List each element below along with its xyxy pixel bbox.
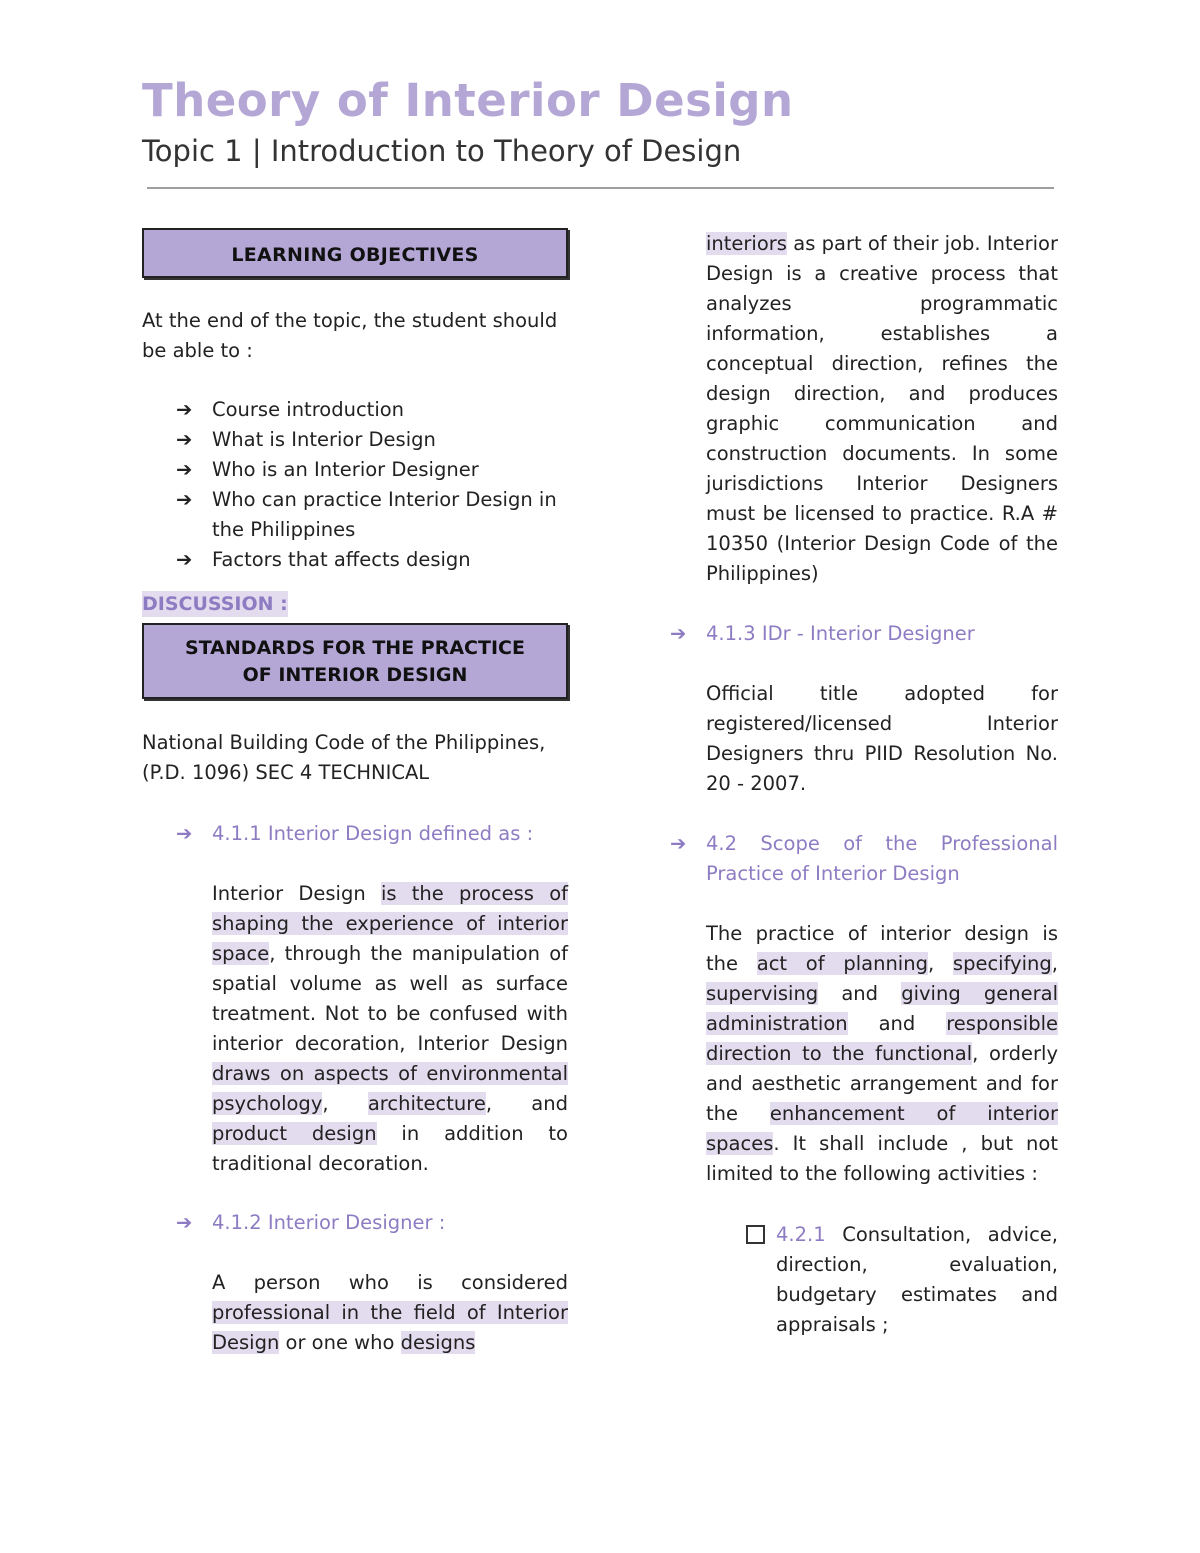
learning-objectives-box: LEARNING OBJECTIVES: [142, 228, 568, 278]
standards-box-line2: OF INTERIOR DESIGN: [242, 664, 468, 686]
standards-box-line1: STANDARDS FOR THE PRACTICE: [185, 637, 525, 659]
section-4-2-body: The practice of interior design is the act of planning, specifying, supervising and giving general administration and responsible direction to the functional, orderly and aesthetic arrangement and for the enhancement of interior spaces. It shall include , but not limited to the following activities :: [706, 922, 1059, 1185]
arrow-right-icon: ➔: [176, 428, 193, 451]
section-4-1-3-body: Official title adopted for registered/licensed Interior Designers thru PIID Resolution No. 20 - 2007.: [706, 682, 1058, 795]
section-4-1-1-body: Interior Design is the process of shaping the experience of interior space, through the manipulation of spatial volume as well as surface treatment. Not to be confused with interior decoration, Interior Design draws on aspects of environmental psychology, architecture, and product design in addition to traditional decoration.: [212, 882, 568, 1175]
section-4-1-2-body: A person who is considered professional in the field of Interior Design or one who designs: [212, 1271, 568, 1354]
arrow-right-icon: ➔: [176, 822, 193, 845]
arrow-right-icon: ➔: [176, 488, 193, 511]
section-4-1-2-heading: ➔ 4.1.2 Interior Designer :: [142, 1208, 568, 1238]
list-item: ➔ Who can practice Interior Design in the Philippines: [142, 485, 568, 545]
checkbox-icon: [746, 1225, 765, 1244]
list-item: ➔ What is Interior Design: [142, 425, 568, 455]
right-column: [670, 229, 1059, 1340]
list-item: ➔ Factors that affects design: [142, 545, 568, 575]
arrow-right-icon: ➔: [176, 1211, 193, 1234]
arrow-right-icon: ➔: [176, 398, 193, 421]
section-4-1-1-heading: ➔ 4.1.1 Interior Design defined as :: [142, 819, 568, 849]
arrow-right-icon: ➔: [176, 548, 193, 571]
standards-box: [142, 623, 568, 699]
document-title: Theory of Interior Design: [142, 74, 794, 127]
document-subtitle: Topic 1 | Introduction to Theory of Design: [142, 134, 742, 168]
arrow-right-icon: ➔: [670, 832, 687, 855]
list-item: ➔ Course introduction: [142, 395, 568, 425]
arrow-right-icon: ➔: [176, 458, 193, 481]
source-reference: National Building Code of the Philippines, (P.D. 1096) SEC 4 TECHNICAL: [142, 731, 546, 784]
header-divider: [147, 187, 1054, 189]
section-4-1-3-heading: ➔ 4.1.3 IDr - Interior Designer: [706, 619, 1058, 649]
left-column: [142, 228, 568, 1358]
section-4-1-2-continuation: interiors as part of their job. Interior Design is a creative process that analyzes programmatic information, establishes a conceptual direction, refines the design direction, and produces graphic communication and construction documents. In some jurisdictions Interior Designers must be licensed to practice. R.A # 10350 (Interior Design Code of the Philippines): [706, 232, 1058, 585]
objectives-list: [142, 395, 568, 575]
objectives-intro: At the end of the topic, the student should be able to :: [142, 309, 558, 362]
discussion-label: DISCUSSION :: [142, 593, 288, 615]
section-4-2-heading: ➔ 4.2 Scope of the Professional Practice of Interior Design: [706, 829, 1058, 889]
list-item: ➔ Who is an Interior Designer: [142, 455, 568, 485]
arrow-right-icon: ➔: [670, 622, 687, 645]
section-4-2-1-item: 4.2.1 Consultation, advice, direction, evaluation, budgetary estimates and appraisals ;: [706, 1220, 1058, 1340]
